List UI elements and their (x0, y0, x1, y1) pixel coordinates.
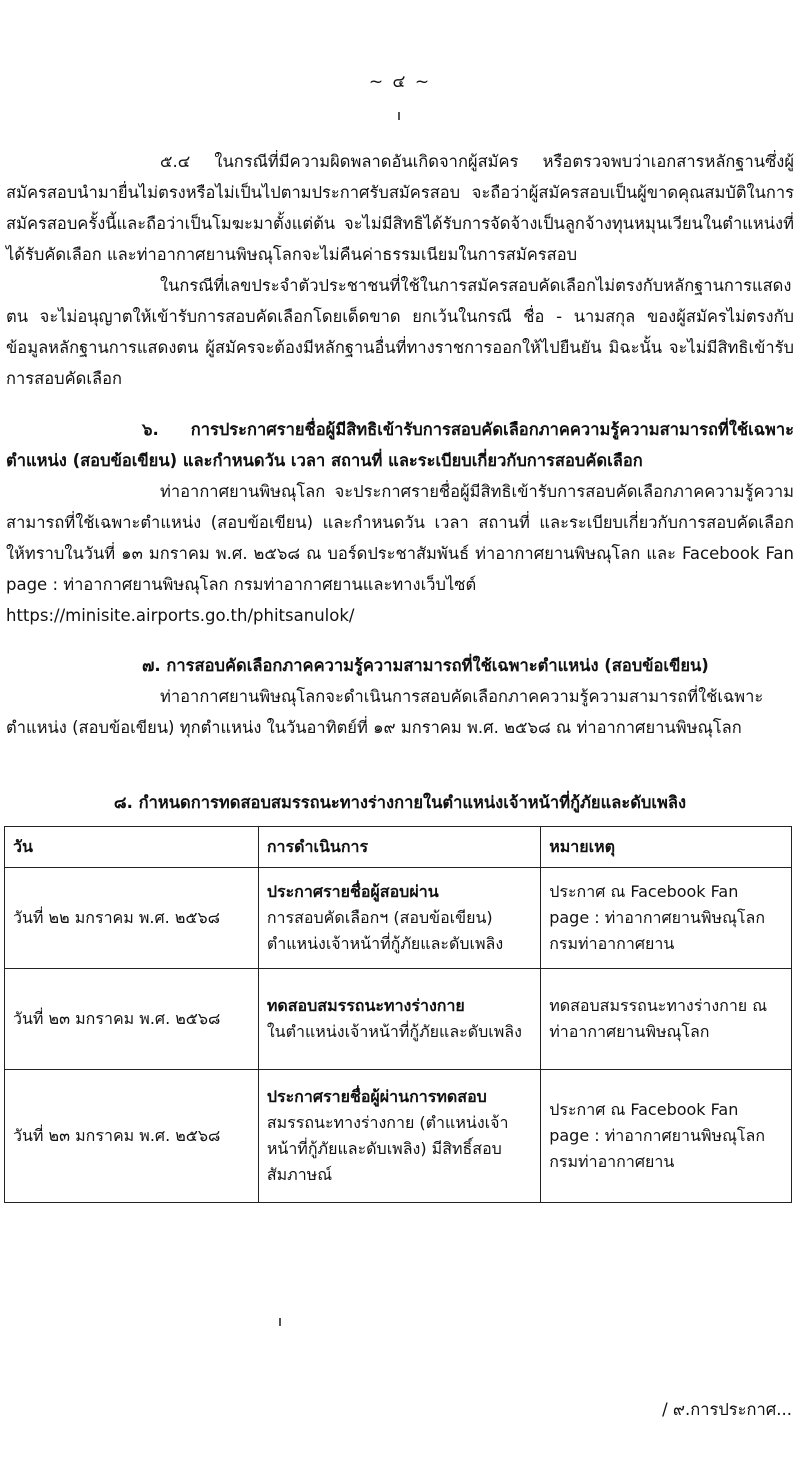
scan-speck (398, 112, 400, 120)
section-5-4-para-1: ๕.๔ ในกรณีที่มีความผิดพลาดอันเกิดจากผู้สมัคร หรือตรวจพบว่าเอกสารหลักฐานซึ่งผู้สมัครสอบนำมายื่นไม่ตรงหรือไม่เป็นไปตามประกาศรับสมัครสอบ จะถือว่าผู้สมัครสอบเป็นผู้ขาดคุณสมบัติในการสมัครสอบครั้งนี้และถือว่าเป็นโมฆะมาตั้งแต่ต้น จะไม่มีสิทธิได้รับการจัดจ้างเป็นลูกจ้างทุนหมุนเวียนในตำแหน่งที่ได้รับคัดเลือก และท่าอากาศยานพิษณุโลกจะไม่คืนค่าธรรมเนียมในการสมัครสอบ (6, 152, 794, 264)
section-5-4-para-2: ในกรณีที่เลขประจำตัวประชาชนที่ใช้ในการสมัครสอบคัดเลือกไม่ตรงกับหลักฐานการแสดงตน จะไม่อนุญาตให้เข้ารับการสอบคัดเลือกโดยเด็ดขาด ยกเว้นในกรณี ชื่อ - นามสกุล ของผู้สมัครไม่ตรงกับข้อมูลหลักฐานการแสดงตน ผู้สมัครจะต้องมีหลักฐานอื่นที่ทางราชการออกให้ไปยืนยัน มิฉะนั้น จะไม่มีสิทธิเข้ารับการสอบคัดเลือก (6, 276, 794, 388)
section-7-body: ท่าอากาศยานพิษณุโลกจะดำเนินการสอบคัดเลือกภาคความรู้ความสามารถที่ใช้เฉพาะตำแหน่ง (สอบข้อเขียน) ทุกตำแหน่ง ในวันอาทิตย์ที่ ๑๙ มกราคม พ.ศ. ๒๕๖๘ ณ ท่าอากาศยานพิษณุโลก (6, 687, 764, 737)
page-number: ~ ๔ ~ (368, 72, 432, 92)
header-date: วัน (5, 827, 259, 868)
section-5-4 (6, 146, 794, 394)
section-7-heading: ๗. การสอบคัดเลือกภาคความรู้ความสามารถที่ใช้เฉพาะตำแหน่ง (สอบข้อเขียน) (142, 656, 709, 675)
cell-action-title: ประกาศรายชื่อผู้ผ่านการทดสอบ (266, 1087, 487, 1106)
section-8-heading: ๘. กำหนดการทดสอบสมรรถนะทางร่างกายในตำแหน่งเจ้าหน้าที่กู้ภัยและดับเพลิง (113, 793, 687, 812)
cell-remark: ประกาศ ณ Facebook Fan page : ท่าอากาศยานพิษณุโลก กรมท่าอากาศยาน (541, 1070, 792, 1203)
table-row (5, 868, 792, 969)
header-action: การดำเนินการ (258, 827, 540, 868)
cell-remark: ประกาศ ณ Facebook Fan page : ท่าอากาศยานพิษณุโลก กรมท่าอากาศยาน (541, 868, 792, 969)
table-row (5, 969, 792, 1070)
section-6 (6, 414, 794, 631)
section-7 (6, 650, 794, 743)
schedule-table (4, 826, 792, 1203)
header-remark: หมายเหตุ (541, 827, 792, 868)
cell-action-detail: การสอบคัดเลือกฯ (สอบข้อเขียน) ตำแหน่งเจ้าหน้าที่กู้ภัยและดับเพลิง (266, 908, 504, 953)
cell-action-detail: ในตำแหน่งเจ้าหน้าที่กู้ภัยและดับเพลิง (266, 1022, 522, 1041)
section-6-heading: ๖. การประกาศรายชื่อผู้มีสิทธิเข้ารับการสอบคัดเลือกภาคความรู้ความสามารถที่ใช้เฉพาะตำแหน่ง (สอบข้อเขียน) และกำหนดวัน เวลา สถานที่ และระเบียบเกี่ยวกับการสอบคัดเลือก (6, 420, 794, 470)
table-row (5, 1070, 792, 1203)
cell-action-detail: สมรรถนะทางร่างกาย (ตำแหน่งเจ้าหน้าที่กู้ภัยและดับเพลิง) มีสิทธิ์สอบสัมภาษณ์ (266, 1113, 509, 1184)
cell-remark: ทดสอบสมรรถนะทางร่างกาย ณ ท่าอากาศยานพิษณุโลก (541, 969, 792, 1070)
scan-speck (279, 1318, 281, 1326)
cell-action (258, 1070, 540, 1203)
cell-date: วันที่ ๒๓ มกราคม พ.ศ. ๒๕๖๘ (5, 1070, 259, 1203)
cell-date: วันที่ ๒๓ มกราคม พ.ศ. ๒๕๖๘ (5, 969, 259, 1070)
section-6-url: https://minisite.airports.go.th/phitsanulok/ (6, 606, 355, 625)
cell-action-title: ทดสอบสมรรถนะทางร่างกาย (266, 996, 465, 1015)
cell-action-title: ประกาศรายชื่อผู้สอบผ่าน (266, 882, 439, 901)
cell-action (258, 969, 540, 1070)
next-page-marker: / ๙.การประกาศ... (662, 1400, 792, 1419)
table-header-row (5, 827, 792, 868)
cell-date: วันที่ ๒๒ มกราคม พ.ศ. ๒๕๖๘ (5, 868, 259, 969)
section-6-body: ท่าอากาศยานพิษณุโลก จะประกาศรายชื่อผู้มีสิทธิเข้ารับการสอบคัดเลือกภาคความรู้ความสามารถที่ใช้เฉพาะตำแหน่ง (สอบข้อเขียน) และกำหนดวัน เวลา สถานที่ และระเบียบเกี่ยวกับการสอบคัดเลือก ให้ทราบในวันที่ ๑๓ มกราคม พ.ศ. ๒๕๖๘ ณ บอร์ดประชาสัมพันธ์ ท่าอากาศยานพิษณุโลก และ Facebook Fan page : ท่าอากาศยานพิษณุโลก กรมท่าอากาศยานและทางเว็บไซต์ (6, 482, 794, 594)
cell-action (258, 868, 540, 969)
